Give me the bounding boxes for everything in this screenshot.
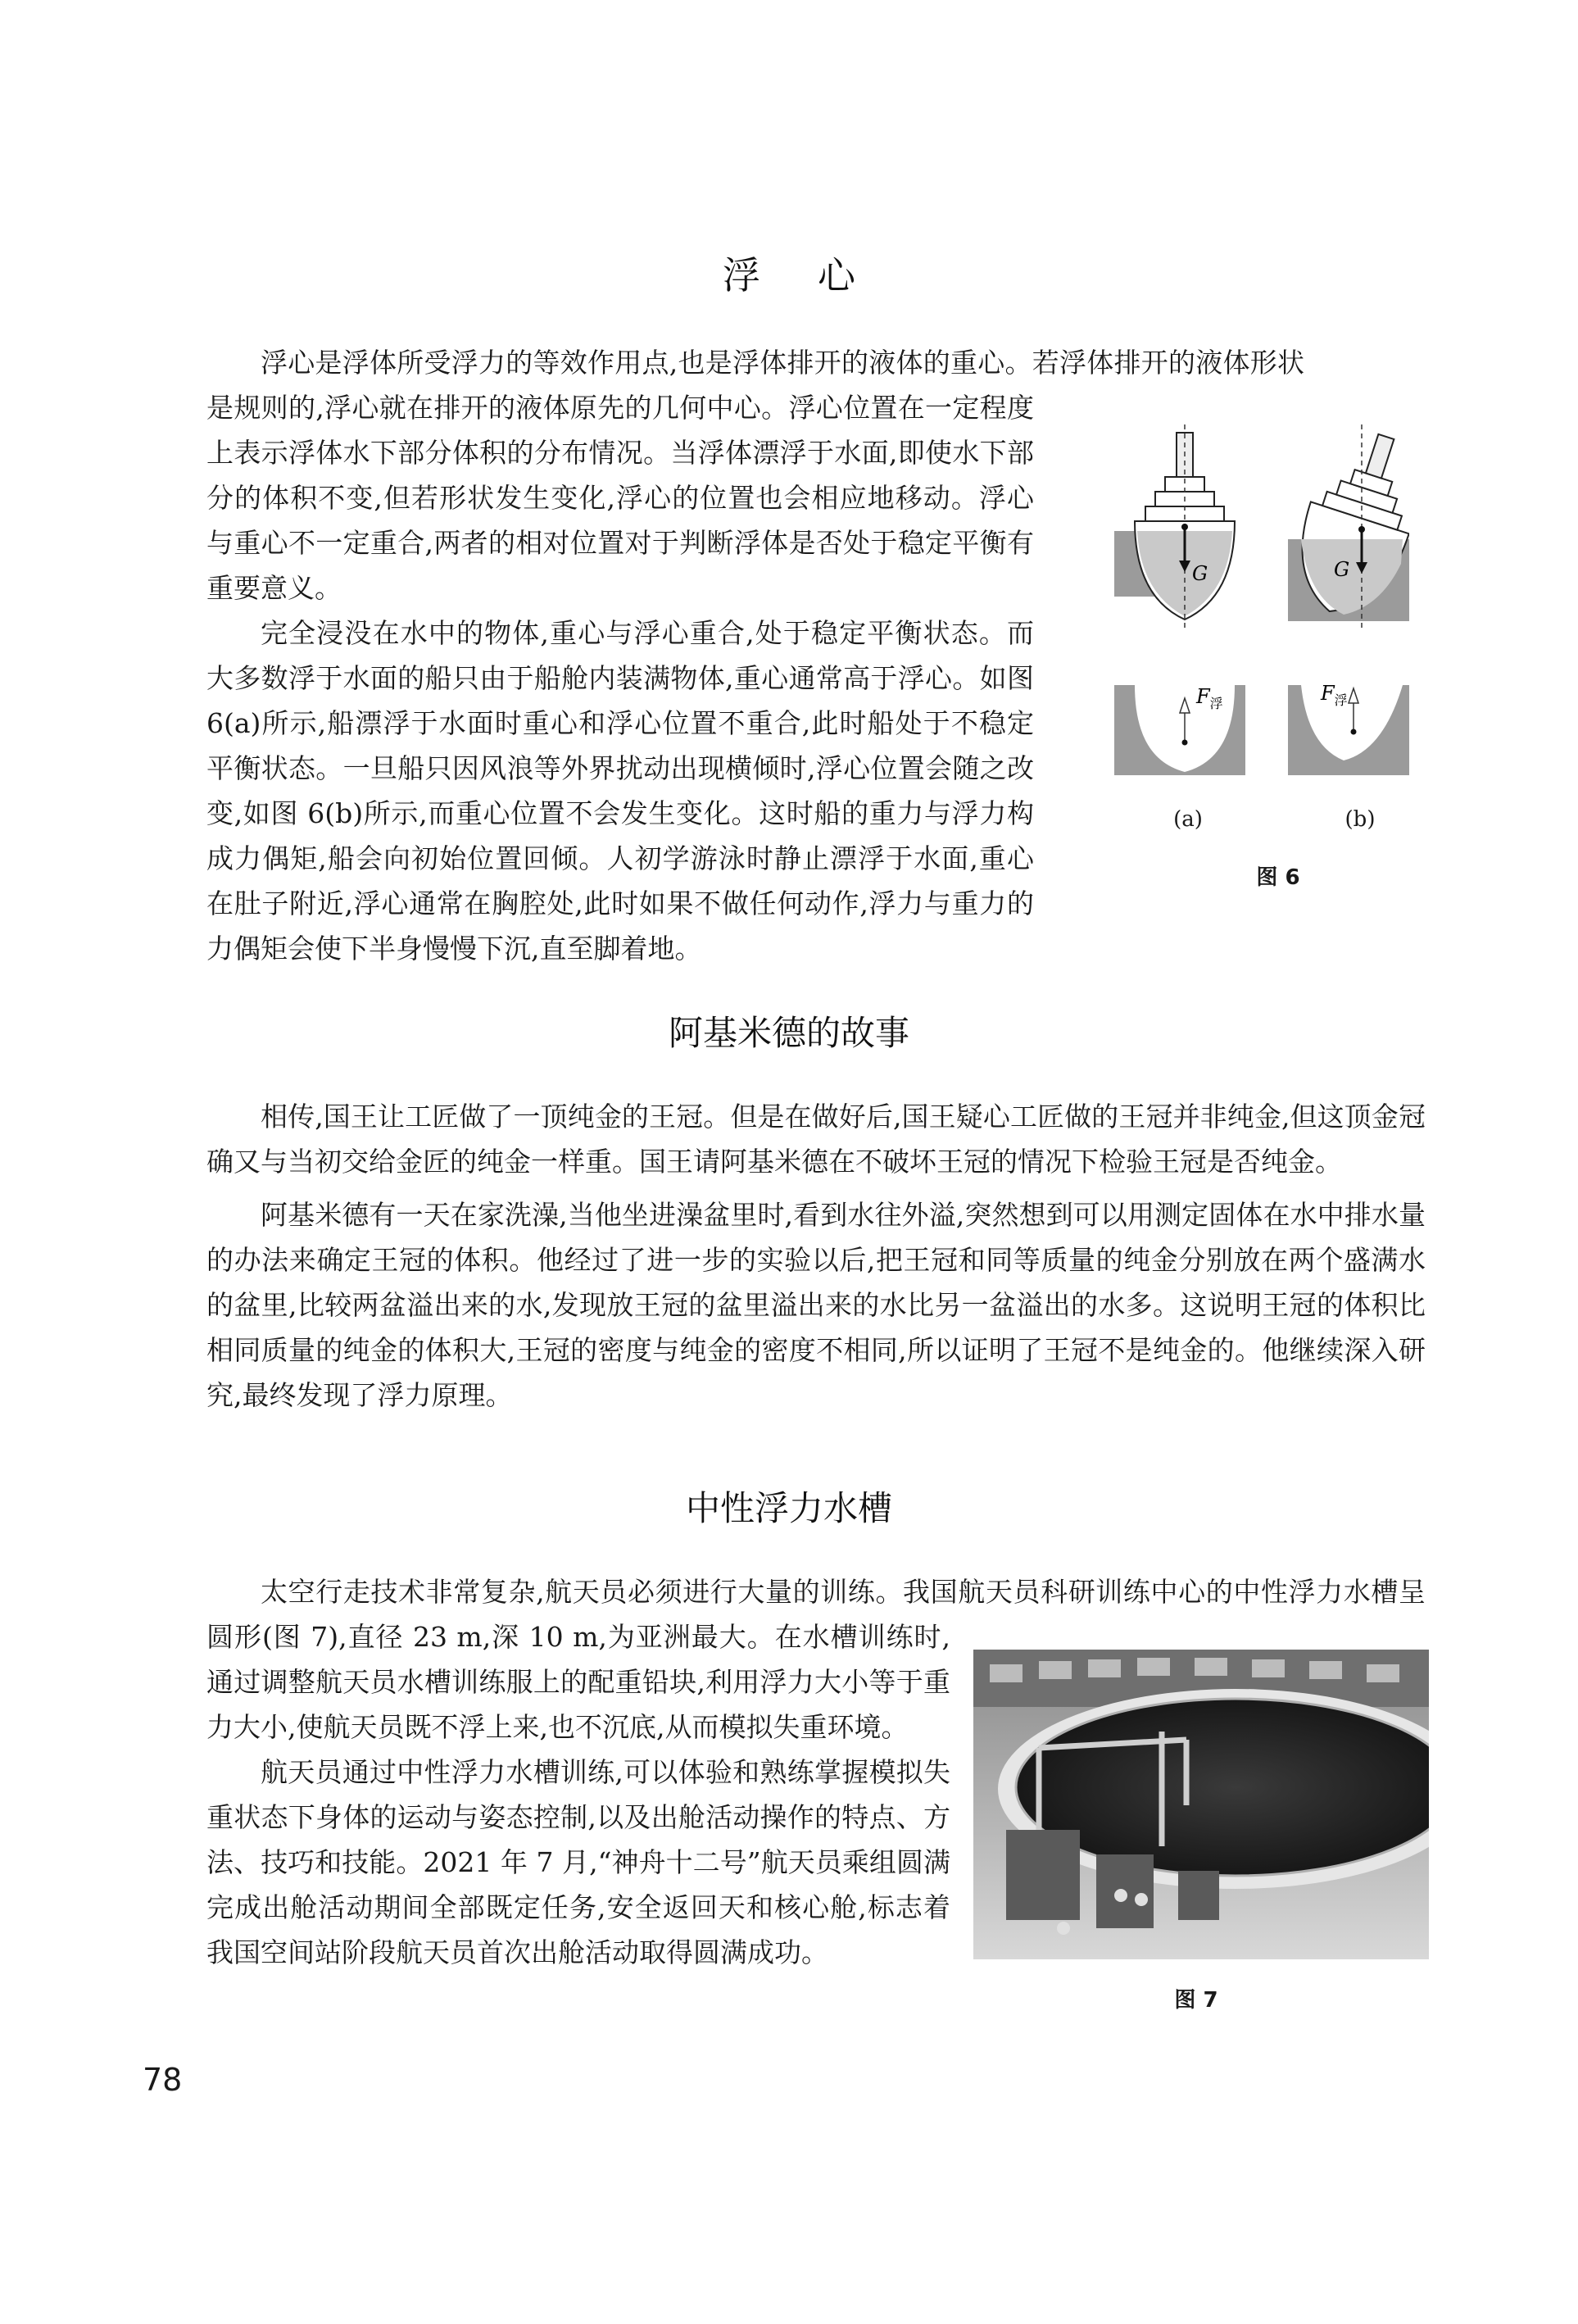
figure-6b-buoyancy-label: $F_浮$ — [1321, 682, 1348, 708]
figure-7-caption: 图 7 — [1174, 1988, 1218, 2013]
paragraph-buoyancy-center-text-2: 完全浸没在水中的物体,重心与浮心重合,处于稳定平衡状态。而大多数浮于水面的船只由于船舱内装满物体,重心通常高于浮心。如图 6(a)所示,船漂浮于水面时重心和浮心位置不重合,此时船处于不稳定平衡状态。一旦船只因风浪等外界扰动出现横倾时,浮心位置会随之改变,如图 6(b)所示,而重心位置不会发生变化。这时船的重力与浮力构成力偶矩,船会向初始位置回倾。人初学游泳时静止漂浮于水面,重心在肚子附近,浮心通常在胸腔处,此时如果不做任何动作,浮力与重力的力偶矩会使下半身慢慢下沉,直至脚着地。 — [206, 617, 1034, 965]
paragraph-buoyancy-center-text-1: 浮心是浮体所受浮力的等效作用点,也是浮体排开的液体的重心。若浮体排开的液体形状是规则的,浮心就在排开的液体原先的几何中心。浮心位置在一定程度上表示浮体水下部分体积的分布情况。当浮体漂浮于水面,即使水下部分的体积不变,但若形状发生变化,浮心的位置也会相应地移动。浮心与重心不一定重合,两者的相对位置对于判断浮体是否处于稳定平衡有重要意义。 — [206, 347, 1304, 604]
figure-6-caption: 图 6 — [1256, 865, 1300, 890]
paragraph-neutral-tank-1: 太空行走技术非常复杂,航天员必须进行大量的训练。我国航天员科研训练中心的中性浮力水槽呈圆形(图 7),直径 23 m,深 10 m,为亚洲最大。在水槽训练时,通过调整航天员水槽训练服上的配重铅块,利用浮力大小等于重力大小,使航天员既不浮上来,也不沉底,从而模拟失重环境。 — [206, 1576, 1426, 1743]
figure-6b-ship — [1281, 424, 1409, 629]
figure-6b-label: (b) — [1344, 807, 1376, 832]
figure-6a-water — [1114, 685, 1245, 775]
figure-6a-gravity-label: G — [1192, 562, 1208, 585]
figure-6-diagram — [1114, 424, 1409, 801]
section-title-buoyancy-center: 浮心 — [723, 253, 913, 297]
figure-6a-buoyancy-label: $F_浮$ — [1196, 685, 1223, 711]
paragraph-archimedes-1: 相传,国王让工匠做了一顶纯金的王冠。但是在做好后,国王疑心工匠做的王冠并非纯金,但这顶金冠确又与当初交给金匠的纯金一样重。国王请阿基米德在不破坏王冠的情况下检验王冠是否纯金。 — [206, 1101, 1426, 1178]
figure-6a-label: (a) — [1173, 807, 1203, 832]
section-title-neutral-tank: 中性浮力水槽 — [685, 1488, 892, 1528]
section-title-archimedes: 阿基米德的故事 — [668, 1013, 909, 1053]
page-number: 78 — [143, 2062, 183, 2098]
paragraph-archimedes-2: 阿基米德有一天在家洗澡,当他坐进澡盆里时,看到水往外溢,突然想到可以用测定固体在水中排水量的办法来确定王冠的体积。他经过了进一步的实验以后,把王冠和同等质量的纯金分别放在两个盛满水的盆里,比较两盆溢出来的水,发现放王冠的盆里溢出来的水比另一盆溢出的水多。这说明王冠的体积比相同质量的纯金的体积大,王冠的密度与纯金的密度不相同,所以证明了王冠不是纯金的。他继续深入研究,最终发现了浮力原理。 — [206, 1199, 1426, 1411]
figure-6b-gravity-label: G — [1334, 558, 1350, 581]
paragraph-neutral-tank-2: 航天员通过中性浮力水槽训练,可以体验和熟练掌握模拟失重状态下身体的运动与姿态控制,以及出舱活动操作的特点、方法、技巧和技能。2021 年 7 月,“神舟十二号”航天员乘组圆满完成出舱活动期间全部既定任务,安全返回天和核心舱,标志着我国空间站阶段航天员首次出舱活动取得圆满成功。 — [206, 1756, 950, 1968]
figure-6a-ship — [1114, 424, 1235, 629]
figure-6b-water — [1288, 685, 1409, 775]
figure-7-photo — [973, 1650, 1429, 1959]
